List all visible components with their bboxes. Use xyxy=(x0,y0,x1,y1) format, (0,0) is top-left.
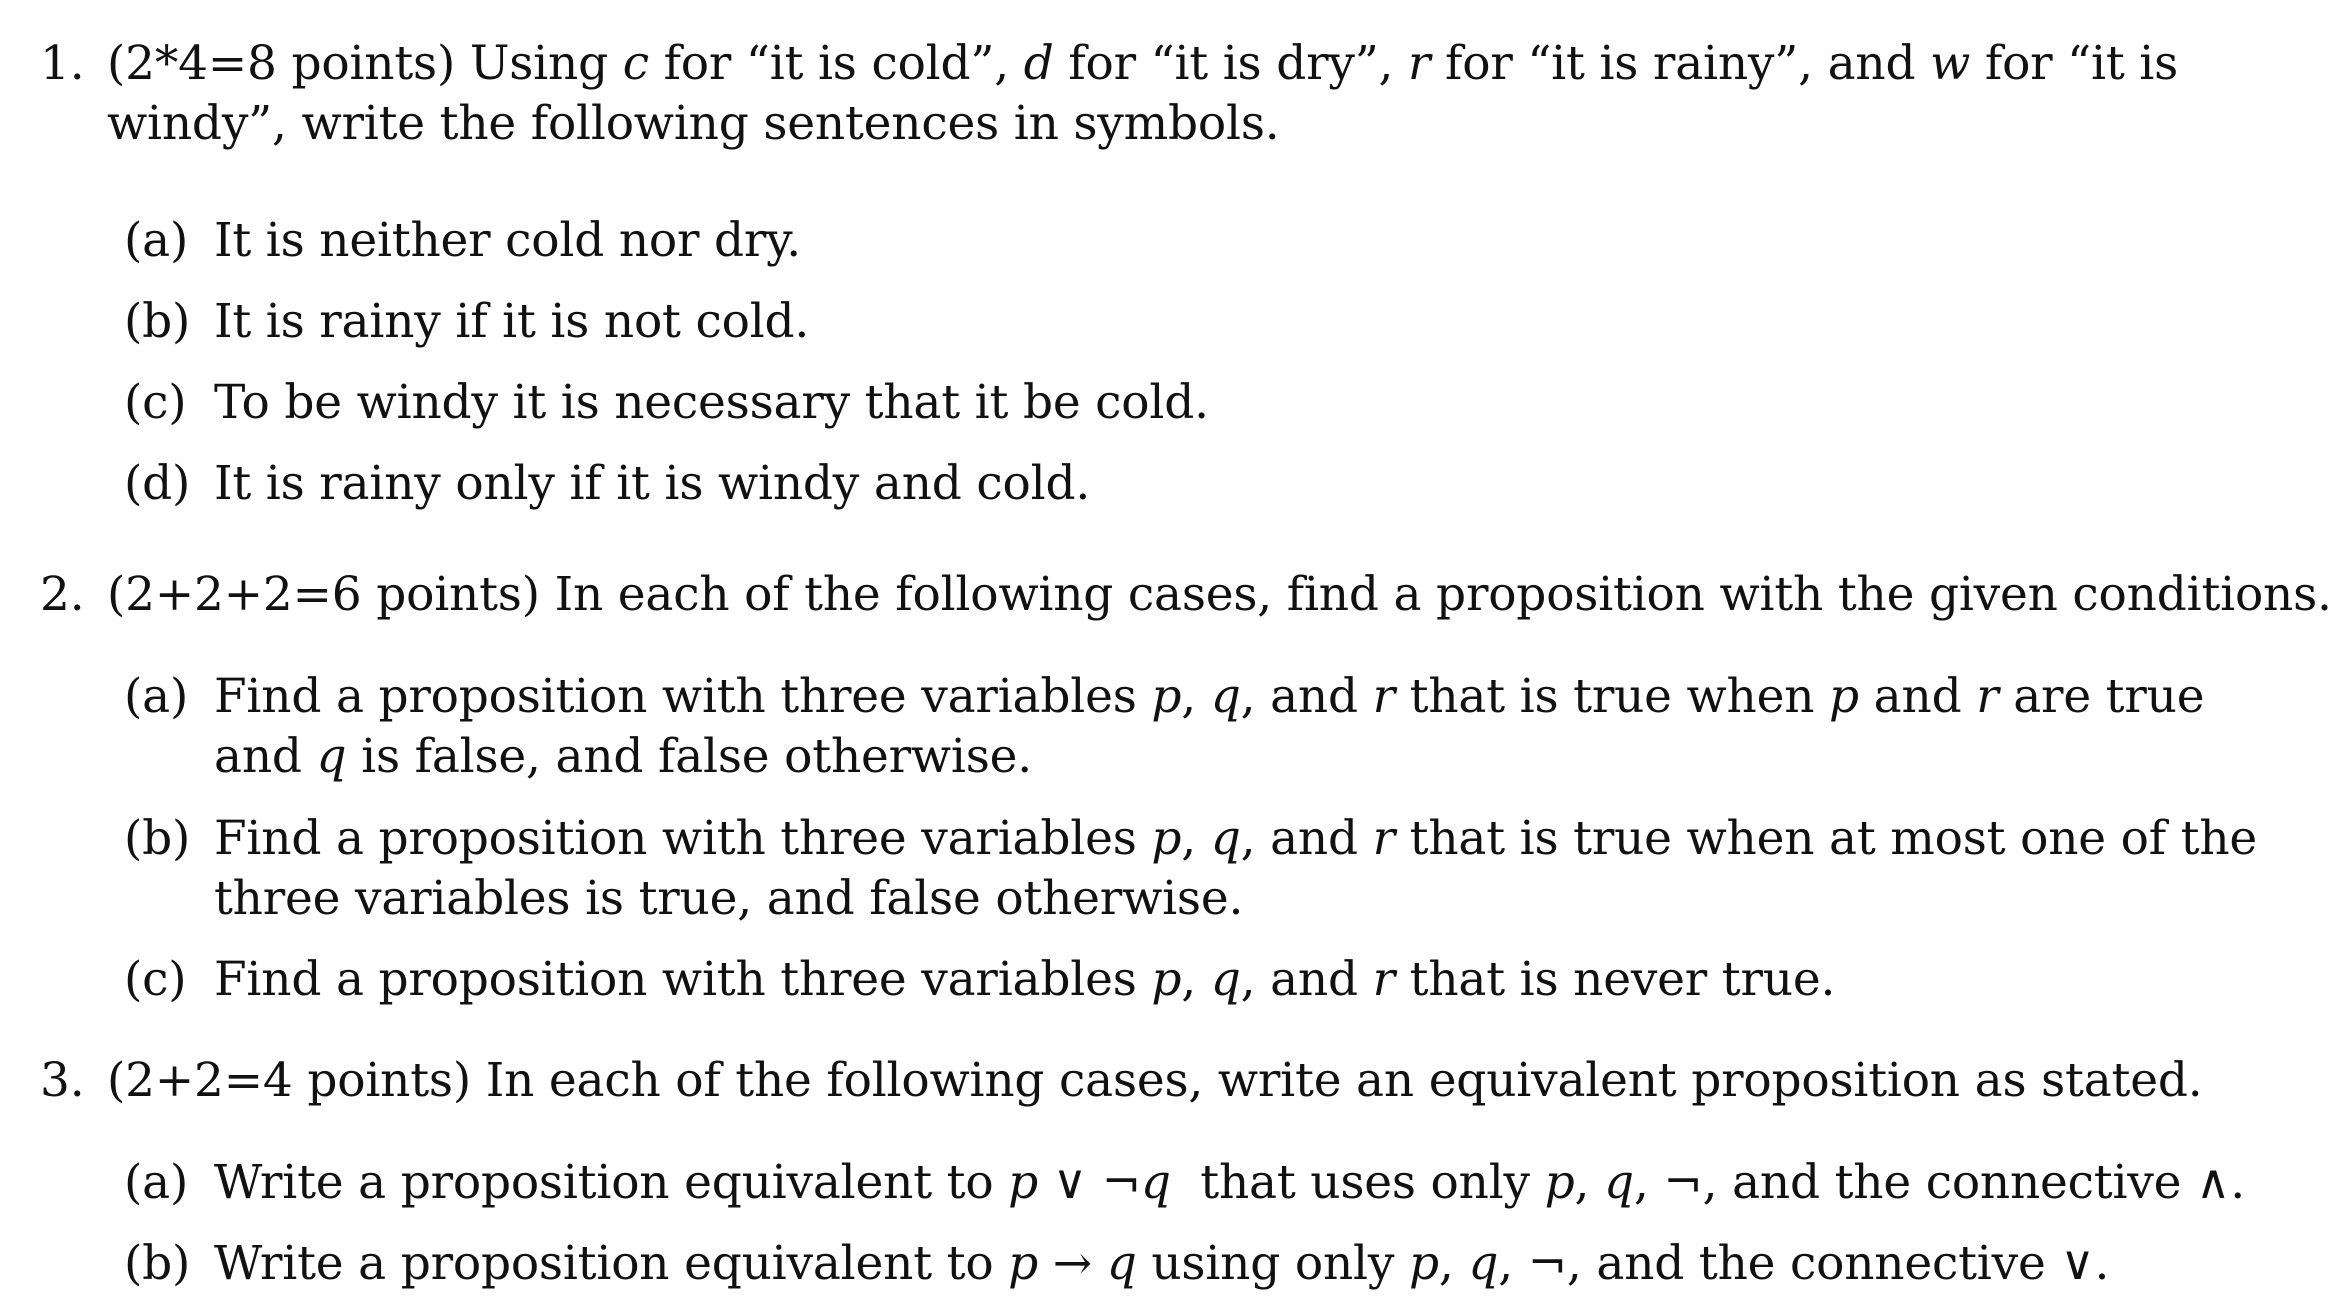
variable-p: p xyxy=(1151,952,1182,1007)
item-text: , xyxy=(1181,952,1211,1007)
problem-2-item-b-line-2: three variables is true, and false otherwise. xyxy=(214,871,1244,926)
problem-2-item-a-line-2 xyxy=(214,727,1032,787)
problem-1-item-b xyxy=(124,292,809,352)
item-text: Write a proposition equivalent to xyxy=(214,1155,1009,1210)
problem-1-item-a xyxy=(124,211,801,271)
problem-1-text: for “it is dry”, xyxy=(1053,36,1409,91)
item-text: , xyxy=(1181,811,1211,866)
item-text: and xyxy=(214,729,317,784)
problem-1-intro xyxy=(40,34,2179,94)
item-text: that is true when xyxy=(1394,669,1830,724)
item-text: , and xyxy=(1240,952,1373,1007)
variable-q: q xyxy=(1106,1236,1137,1291)
item-text: and xyxy=(1858,669,1977,724)
problem-2-item-a xyxy=(124,667,2205,727)
variable-q: q xyxy=(1210,669,1241,724)
item-label: (b) xyxy=(124,294,191,349)
item-label: (c) xyxy=(124,375,187,430)
problem-2-number: 2. xyxy=(40,567,85,622)
variable-q: q xyxy=(1604,1155,1634,1210)
variable-q: q xyxy=(1210,952,1241,1007)
problem-1-text: for “it is cold”, xyxy=(648,36,1024,91)
problem-1-item-d xyxy=(124,454,1090,514)
problem-1-text: for “it is rainy”, and xyxy=(1430,36,1931,91)
problem-1-text: for “it is xyxy=(1970,36,2179,91)
item-text: are true xyxy=(1998,669,2205,724)
variable-w: w xyxy=(1930,36,1971,91)
variable-r: r xyxy=(1372,811,1395,866)
variable-q: q xyxy=(1210,811,1241,866)
item-text: It is rainy if it is not cold. xyxy=(214,294,810,349)
item-text: It is neither cold nor dry. xyxy=(214,213,802,268)
item-label: (c) xyxy=(124,952,187,1007)
variable-p: p xyxy=(1008,1155,1039,1210)
item-text: Find a proposition with three variables xyxy=(214,669,1152,724)
item-label: (a) xyxy=(124,213,189,268)
logic-symbols: , ¬, and the connective ∧. xyxy=(1633,1155,2245,1210)
item-text: is false, and false otherwise. xyxy=(346,729,1033,784)
item-text: , and xyxy=(1240,669,1373,724)
problem-1-text: (2*4=8 points) Using xyxy=(107,36,623,91)
variable-r: r xyxy=(1976,669,1999,724)
item-text: using only xyxy=(1136,1236,1409,1291)
variable-r: r xyxy=(1408,36,1431,91)
problem-1-intro-line-2: windy”, write the following sentences in symbols. xyxy=(107,96,1280,151)
variable-r: r xyxy=(1372,952,1395,1007)
item-text: , and xyxy=(1240,811,1373,866)
logic-symbols: , xyxy=(1574,1155,1605,1210)
problem-3-item-a xyxy=(124,1153,2245,1213)
logic-symbols: , ¬, and the connective ∨. xyxy=(1498,1236,2110,1291)
item-text: Find a proposition with three variables xyxy=(214,811,1152,866)
item-label: (a) xyxy=(124,669,189,724)
logic-symbols: ∨ ¬ xyxy=(1038,1155,1141,1210)
problem-1-item-c xyxy=(124,373,1209,433)
problem-1-number: 1. xyxy=(40,36,85,91)
variable-p: p xyxy=(1151,811,1182,866)
variable-p: p xyxy=(1544,1155,1575,1210)
variable-q: q xyxy=(1468,1236,1499,1291)
item-text: Write a proposition equivalent to xyxy=(214,1236,1009,1291)
problem-3-text: (2+2=4 points) In each of the following cases, write an equivalent proposition as stated. xyxy=(107,1053,2203,1108)
item-text: that is true when at most one of the xyxy=(1394,811,2258,866)
variable-p: p xyxy=(1408,1236,1439,1291)
item-text: that uses only xyxy=(1170,1155,1545,1210)
problem-2-intro xyxy=(40,565,2332,625)
problem-2-item-c xyxy=(124,950,1835,1010)
item-text: that is never true. xyxy=(1394,952,1836,1007)
problem-2-text: (2+2+2=6 points) In each of the following cases, find a proposition with the given conditions. xyxy=(107,567,2332,622)
variable-c: c xyxy=(622,36,649,91)
variable-q: q xyxy=(316,729,347,784)
problem-3-intro xyxy=(40,1051,2202,1111)
logic-symbols: , xyxy=(1438,1236,1469,1291)
logic-symbols: → xyxy=(1038,1236,1107,1291)
variable-p: p xyxy=(1829,669,1859,724)
item-text: Find a proposition with three variables xyxy=(214,952,1152,1007)
problem-3-item-b xyxy=(124,1234,2109,1294)
problem-2-item-b xyxy=(124,809,2258,869)
item-label: (d) xyxy=(124,456,191,511)
variable-p: p xyxy=(1151,669,1182,724)
item-label: (a) xyxy=(124,1155,189,1210)
variable-q: q xyxy=(1140,1155,1171,1210)
variable-r: r xyxy=(1372,669,1395,724)
item-text: It is rainy only if it is windy and cold. xyxy=(214,456,1091,511)
item-text: To be windy it is necessary that it be cold. xyxy=(214,375,1209,430)
item-text: , xyxy=(1181,669,1211,724)
variable-p: p xyxy=(1008,1236,1039,1291)
problem-3-number: 3. xyxy=(40,1053,85,1108)
item-label: (b) xyxy=(124,811,191,866)
variable-d: d xyxy=(1023,36,1054,91)
item-label: (b) xyxy=(124,1236,191,1291)
